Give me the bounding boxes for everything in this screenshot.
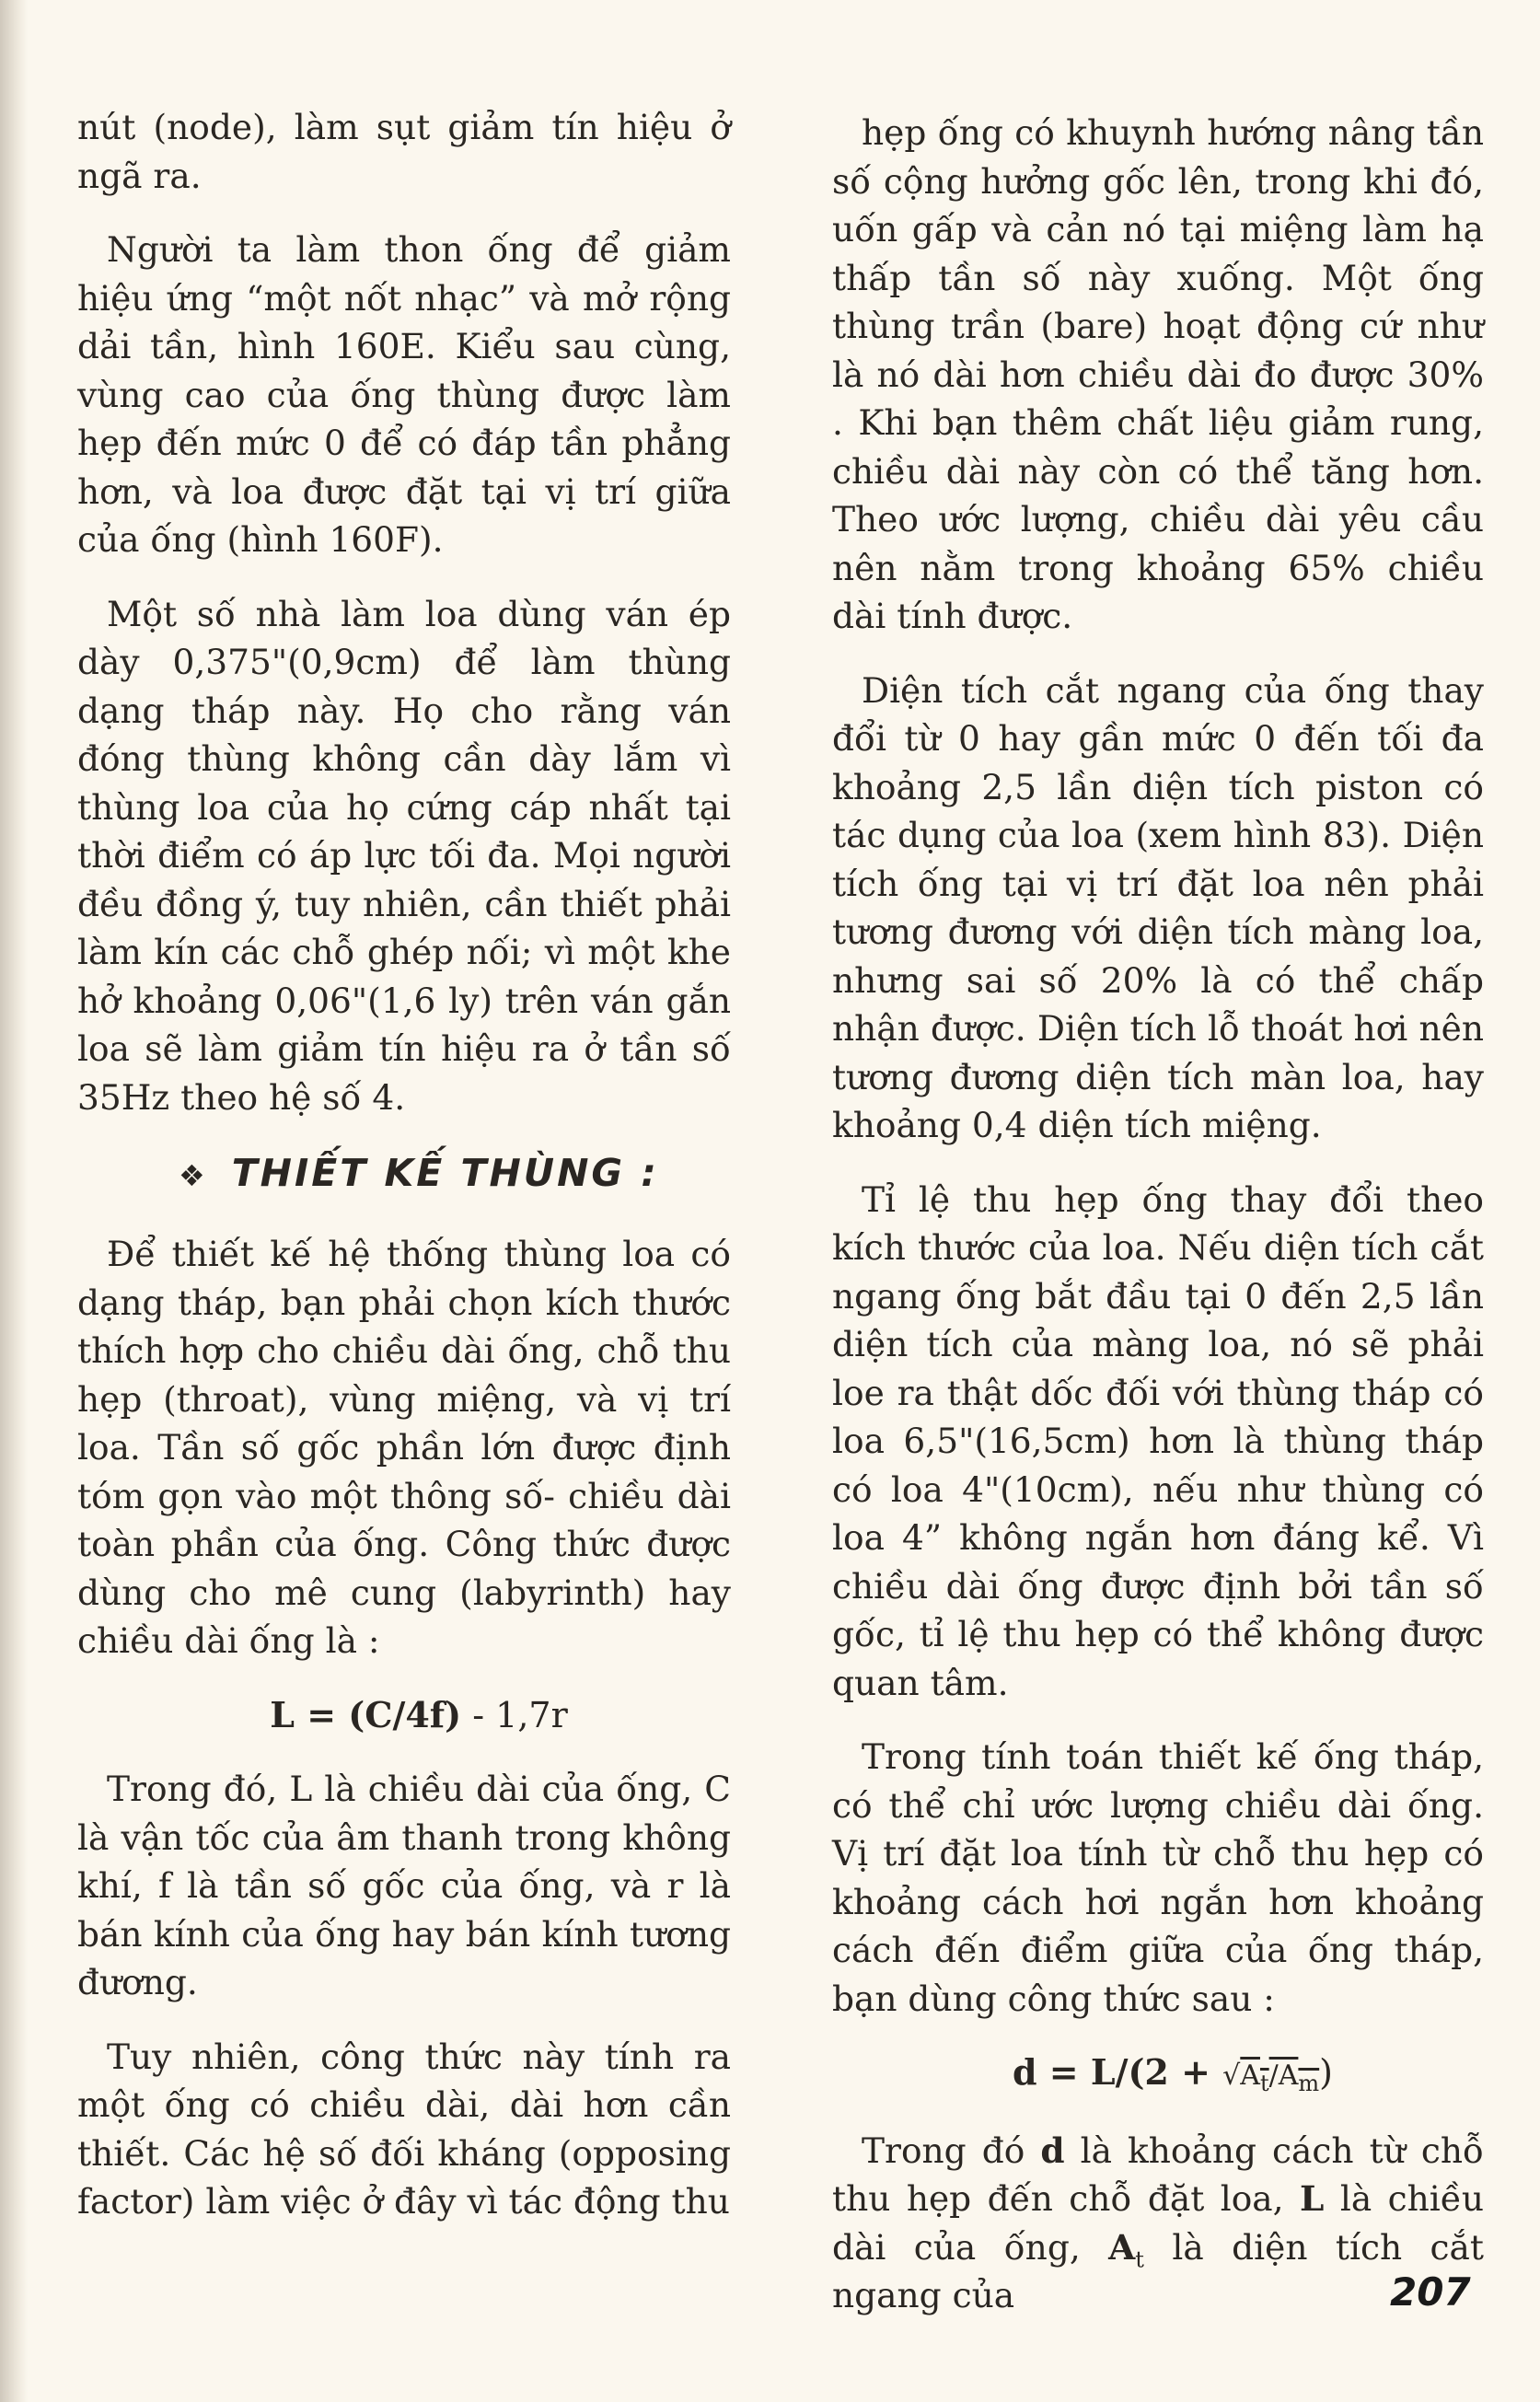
left-column bbox=[77, 103, 731, 2252]
diamond-bullet-icon: ❖ bbox=[179, 1158, 208, 1193]
paragraph: Người ta làm thon ống để giảm hiệu ứng “một nốt nhạc” và mở rộng dải tần, hình 160E. Kiểu sau cùng, vùng cao của ống thùng được làm hẹp đến mức 0 để có đáp tần phẳng hơn, và loa được đặt tại vị trí giữa của ống (hình 160F). bbox=[77, 229, 731, 560]
sqrt-icon: $√A_t/A_m$ bbox=[1222, 2060, 1320, 2096]
paragraph: Tỉ lệ thu hẹp ống thay đổi theo kích thước của loa. Nếu diện tích cắt ngang ống bắt đầu tại 0 đến 2,5 lần diện tích của màng loa, nó sẽ phải loe ra thật dốc đối với thùng tháp có loa 6,5"(16,5cm) hơn là thùng tháp có loa 4"(10cm), nếu như thùng có loa 4” không ngắn hơn đáng kể. Vì chiều dài ống được định bởi tần số gốc, tỉ lệ thu hẹp có thể không được quan tâm. bbox=[832, 1178, 1484, 1703]
paragraph: Tuy nhiên, công thức này tính ra một ống có chiều dài, dài hơn cần thiết. Các hệ số đối kháng (opposing factor) làm việc ở đây vì tác động thu bbox=[77, 2036, 731, 2222]
section-heading-text: THIẾT KẾ THÙNG : bbox=[231, 1151, 659, 1195]
paragraph: Trong tính toán thiết kế ống tháp, có thể chỉ ước lượng chiều dài ống. Vị trí đặt loa tính từ chỗ thu hẹp có khoảng cách hơi ngắn hơn khoảng cách đến điểm giữa của ống tháp, bạn dùng công thức sau : bbox=[832, 1736, 1484, 2019]
page-number: 207 bbox=[1390, 2269, 1471, 2315]
paragraph: nút (node), làm sụt giảm tín hiệu ở ngã ra. bbox=[77, 107, 731, 196]
paragraph: Diện tích cắt ngang của ống thay đổi từ 0 hay gần mức 0 đến tối đa khoảng 2,5 lần diện tích piston có tác dụng của loa (xem hình 83). Diện tích ống tại vị trí đặt loa nên phải tương đương với diện tích màng loa, nhưng sai số 20% là có thể chấp nhận được. Diện tích lỗ thoát hơi nên tương đương diện tích màn loa, hay khoảng 0,4 diện tích miệng. bbox=[832, 669, 1484, 1145]
paragraph: Một số nhà làm loa dùng ván ép dày 0,375"(0,9cm) để làm thùng dạng tháp này. Họ cho rằng ván đóng thùng không cần dày lắm vì thùng loa của họ cứng cáp nhất tại thời điểm có áp lực tối đa. Mọi người đều đồng ý, tuy nhiên, cần thiết phải làm kín các chỗ ghép nối; vì một khe hở khoảng 0,06"(1,6 ly) trên ván gắn loa sẽ làm giảm tín hiệu ra ở tần số 35Hz theo hệ số 4. bbox=[77, 593, 731, 1118]
section-heading bbox=[179, 1147, 731, 1199]
formula-length: L = (C/4f) - 1,7r bbox=[270, 1693, 568, 1735]
page-binding-shadow bbox=[0, 0, 28, 2402]
right-column bbox=[832, 109, 1484, 2346]
paragraph: Trong đó d là khoảng cách từ chỗ thu hẹp đến chỗ đặt loa, L là chiều dài của ống, $A_t$ là diện tích cắt ngang của bbox=[832, 2129, 1484, 2315]
paragraph: hẹp ống có khuynh hướng nâng tần số cộng hưởng gốc lên, trong khi đó, uốn gấp và cản nó tại miệng làm hạ thấp tần số này xuống. Một ống thùng trần (bare) hoạt động cứ như là nó dài hơn chiều dài đo được 30% . Khi bạn thêm chất liệu giảm rung, chiều dài này còn có thể tăng hơn. Theo ước lượng, chiều dài yêu cầu nên nằm trong khoảng 65% chiều dài tính được. bbox=[832, 112, 1484, 636]
formula-driver-position: $d = L/(2 + √A_t/A_m)$ bbox=[1012, 2051, 1333, 2096]
paragraph: Để thiết kế hệ thống thùng loa có dạng tháp, bạn phải chọn kích thước thích hợp cho chiều dài ống, chỗ thu hẹp (throat), vùng miệng, và vị trí loa. Tần số gốc phần lớn được định tóm gọn vào một thông số- chiều dài toàn phần của ống. Công thức được dùng cho mê cung (labyrinth) hay chiều dài ống là : bbox=[77, 1234, 731, 1661]
paragraph: Trong đó, L là chiều dài của ống, C là vận tốc của âm thanh trong không khí, f là tần số gốc của ống, và r là bán kính của ống hay bán kính tương đương. bbox=[77, 1769, 731, 2002]
